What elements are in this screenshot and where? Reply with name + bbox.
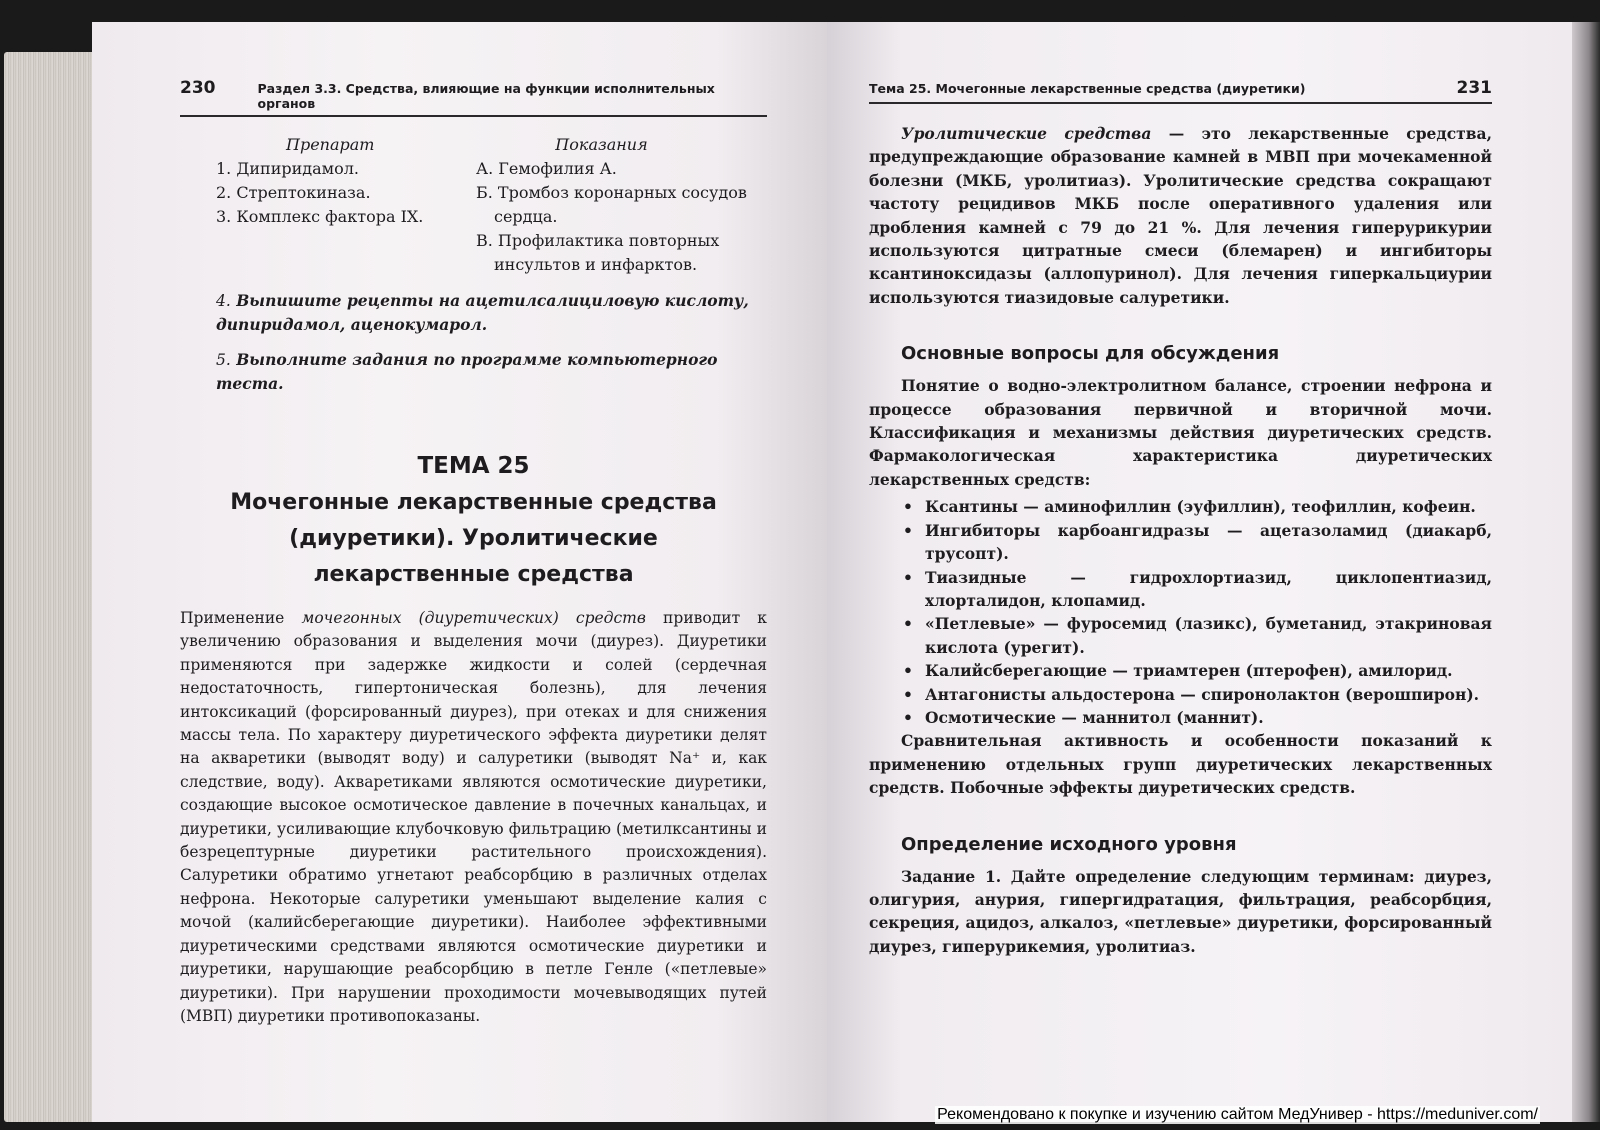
list-item: • «Петлевые» — фуросемид (лазикс), буметанид, этакриновая кислота (урегит).: [869, 612, 1492, 659]
indication-column: [476, 133, 767, 277]
section-heading-baseline: Определение исходного уровня: [901, 833, 1237, 855]
indication-item: В. Профилактика повторных инсультов и инфарктов.: [476, 231, 720, 274]
task-5: [180, 348, 767, 395]
drug-item: 3. Комплекс фактора IX.: [216, 207, 424, 226]
task-1-text: Дайте определение следующим терминам: диурез, олигурия, анурия, гипергидратация, фильтрация, реабсорбция, секреция, ацидоз, алкалоз, «петлевые» диуретики, форсированный диурез, гиперурикемия, уролитиаз.: [869, 866, 1492, 956]
right-page-number: 231: [1456, 78, 1492, 98]
comparison-paragraph: Сравнительная активность и особенности показаний к применению отдельных групп диуретических лекарственных средств. Побочные эффекты диуретических средств.: [869, 731, 1492, 798]
task-5-text: Выполните задания по программе компьютерного теста.: [216, 350, 718, 393]
list-item: • Антагонисты альдостерона — спиронолактон (верошпирон).: [869, 683, 1492, 706]
list-item: • Осмотические — маннитол (маннит).: [869, 706, 1492, 729]
matching-exercise: [180, 133, 767, 277]
list-item: • Ингибиторы карбоангидразы — ацетазоламид (диакарб, трусопт).: [869, 519, 1492, 566]
urolytic-body: — это лекарственные средства, предупреждающие образование камней в МВП при мочекаменной болезни (МКБ, уролитиаз). Уролитические средства сокращают частоту рецидивов МКБ после оперативного удаления или дробления камней с 79 до 21 %. Для лечения гиперурикурии используются цитратные смеси (блемарен) и ингибиторы ксантиноксидазы (аллопуринол). Для лечения гиперкальциурии используются тиазидовые салуретики.: [869, 124, 1492, 307]
section-heading-discussion: Основные вопросы для обсуждения: [901, 343, 1280, 365]
task-4-number: 4.: [216, 292, 231, 310]
list-item: • Ксантины — аминофиллин (эуфиллин), теофиллин, кофеин.: [869, 495, 1492, 518]
list-item: • Калийсберегающие — триамтерен (птерофен), амилорид.: [869, 659, 1492, 682]
open-book: [0, 22, 1600, 1122]
task-4-text: Выпишите рецепты на ацетилсалициловую кислоту, дипиридамол, аценокумарол.: [216, 291, 749, 334]
watermark-link[interactable]: Рекомендовано к покупке и изучению сайтом МедУнивер - https://meduniver.com/: [937, 1106, 1538, 1123]
book-cover-edge: [1572, 22, 1600, 1122]
right-running-head: [869, 78, 1492, 104]
topic-label: ТЕМА 25: [417, 453, 530, 479]
urolytic-paragraph: [869, 122, 1492, 309]
discussion-paragraph: Понятие о водно-электролитном балансе, строении нефрона и процессе образования первичной и вторичной мочи. Классификация и механизмы действия диуретических средств. Фармакологическая характеристика диуретических лекарственных средств:: [869, 376, 1492, 489]
task-1-paragraph: [869, 865, 1492, 959]
intro-body: приводит к увеличению образования и выделения мочи (диурез). Диуретики применяются при задержке жидкости и солей (сердечная недостаточность, гипертоническая болезнь), для лечения интоксикаций (форсированный диурез), при отеках и для снижения массы тела. По характеру диуретического эффекта диуретики делят на акваретики (выводят воду) и салуретики (выводят Na⁺ и, как следствие, воду). Акваретиками являются осмотические диуретики, создающие высокое осмотическое давление в почечных канальцах, и диуретики, усиливающие клубочковую фильтрацию (метилксантины и безрецептурные диуретики растительного происхождения). Салуретики обратимо угнетают реабсорбцию в различных отделах нефрона. Некоторые салуретики уменьшают выделение калия с мочой (калийсберегающие диуретики). Наиболее эффективными диуретическими средствами являются осмотические диуретики и диуретики, нарушающие реабсорбцию в петле Генле («петлевые» диуретики). При нарушении проходимости мочевыводящих путей (МВП) диуретики противопоказаны.: [180, 609, 767, 1025]
intro-italic-term: мочегонных (диуретических) средств: [301, 609, 646, 627]
left-running-title: Раздел 3.3. Средства, влияющие на функции исполнительных органов: [257, 81, 715, 111]
page-edges: [4, 52, 96, 1122]
left-page-number: 230: [180, 78, 216, 98]
right-running-title: Тема 25. Мочегонные лекарственные средства (диуретики): [869, 81, 1306, 96]
list-item: • Тиазидные — гидрохлортиазид, циклопентиазид, хлорталидон, клопамид.: [869, 566, 1492, 613]
task-1-label: Задание 1.: [901, 866, 1002, 886]
left-running-head: [180, 78, 767, 117]
indication-column-header: Показания: [555, 135, 648, 154]
urolytic-term: Уролитические средства: [901, 124, 1152, 143]
indication-item: А. Гемофилия А.: [476, 159, 617, 178]
left-page: [92, 22, 827, 1122]
indication-item: Б. Тромбоз коронарных сосудов сердца.: [476, 183, 747, 226]
topic-title-line: (диуретики). Уролитические: [289, 526, 658, 551]
topic-title: [180, 485, 767, 593]
right-page: [827, 22, 1572, 1122]
topic-title-line: лекарственные средства: [313, 562, 634, 587]
task-5-number: 5.: [216, 351, 231, 369]
drug-item: 1. Дипиридамол.: [216, 159, 359, 178]
drug-item: 2. Стрептокиназа.: [216, 183, 371, 202]
drug-column: [180, 133, 476, 277]
intro-start: Применение: [180, 609, 302, 627]
topic-title-line: Мочегонные лекарственные средства: [230, 490, 717, 515]
intro-paragraph: [180, 607, 767, 1028]
task-4: [180, 289, 767, 336]
drug-column-header: Препарат: [286, 135, 375, 154]
diuretic-classes-list: [869, 495, 1492, 729]
